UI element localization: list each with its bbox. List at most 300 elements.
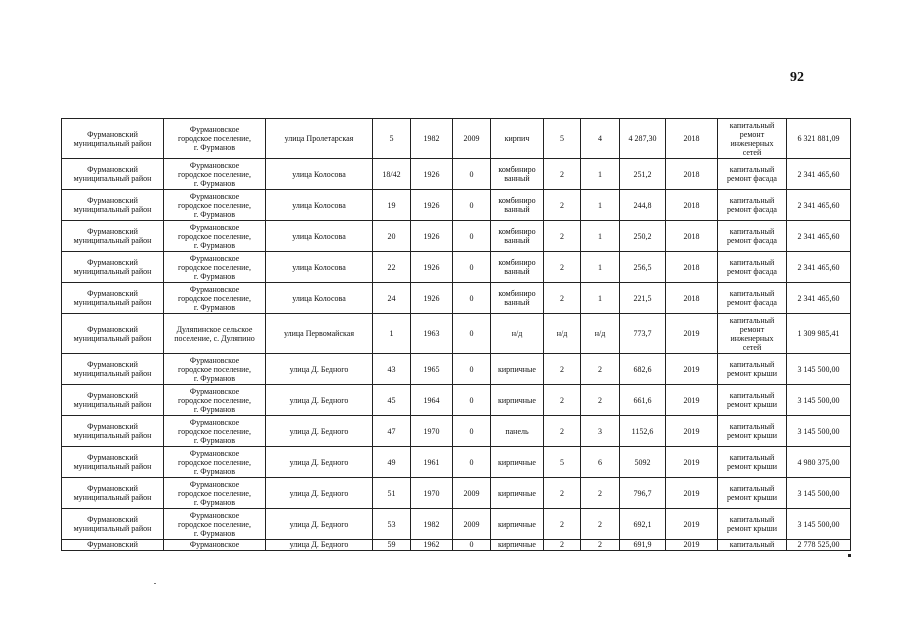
cell-line: г. Фурманов [193,240,236,250]
cell-year-built: 1926 [411,159,453,190]
cell-plan-year: 2019 [666,447,718,478]
cell-house-number: 43 [373,354,411,385]
cell-line: Фурмановское [189,540,240,549]
scan-mark [848,554,851,557]
cell-floors: 2 [544,190,581,221]
cell-year-last-repair: 0 [453,314,491,354]
cell-cost: 2 341 465,60 [787,221,851,252]
cell-line: муниципальный район [73,431,152,440]
cell-line: ванный [504,298,530,307]
cell-line: капитальный [729,360,775,369]
cell-floors: 2 [544,385,581,416]
cell-street: улица Пролетарская [266,119,373,159]
cell-year-last-repair: 0 [453,283,491,314]
cell-line: Фурмановский [87,196,138,205]
cell-line: капитальный [729,315,775,325]
cell-street: улица Колосова [266,283,373,314]
cell-floors: 5 [544,447,581,478]
cell-work-type [718,447,787,478]
table-row [62,447,851,478]
cell-floors: 2 [544,540,581,551]
cell-line: городское поселение, [178,364,251,374]
cell-year-last-repair: 0 [453,354,491,385]
cell-year-built: 1926 [411,221,453,252]
cell-wall-material [491,252,544,283]
cell-area: 796,7 [620,478,666,509]
table-row [62,385,851,416]
cell-cost: 1 309 985,41 [787,314,851,354]
cell-line: капитальный [729,484,775,493]
cell-line: городское поселение, [178,488,251,498]
cell-street: улица Д. Бедного [266,447,373,478]
cell-line: капитальный [729,453,775,462]
cell-entrances: 1 [581,190,620,221]
cell-area: 244,8 [620,190,666,221]
cell-line: Фурмановское [189,222,240,232]
cell-line: капитальный [729,289,775,298]
cell-year-last-repair: 0 [453,221,491,252]
cell-work-type [718,159,787,190]
cell-street: улица Д. Бедного [266,540,373,551]
cell-cost: 2 341 465,60 [787,252,851,283]
cell-line: ремонт фасада [727,205,777,214]
cell-line: Фурмановское [189,355,240,365]
cell-line: кирпич [504,134,530,143]
cell-line: муниципальный район [73,138,152,148]
cell-district [62,354,164,385]
cell-line: ванный [504,236,530,245]
cell-line: ремонт крыши [726,400,778,409]
cell-settlement [164,478,266,509]
cell-line: капитальный [729,391,775,400]
cell-entrances: 3 [581,416,620,447]
table-row [62,509,851,540]
cell-year-built: 1982 [411,119,453,159]
cell-area: 5092 [620,447,666,478]
cell-line: ванный [504,267,530,276]
cell-line: городское поселение, [178,395,251,405]
cell-line: ремонт [739,324,765,334]
cell-settlement [164,190,266,221]
cell-line: капитальный [729,227,775,236]
cell-line: поселение, с. Дуляпино [174,333,255,343]
cell-line: ремонт крыши [726,493,778,502]
cell-year-built: 1962 [411,540,453,551]
cell-line: Фурмановский [87,515,138,524]
cell-house-number: 22 [373,252,411,283]
cell-year-built: 1961 [411,447,453,478]
cell-year-built: 1970 [411,416,453,447]
cell-line: муниципальный район [73,369,152,378]
cell-line: городское поселение, [178,262,251,272]
page-number: 92 [790,70,804,85]
cell-year-last-repair: 0 [453,540,491,551]
cell-house-number: 18/42 [373,159,411,190]
cell-line: Фурмановский [87,227,138,236]
scan-mark [154,583,156,584]
cell-line: ремонт [739,129,765,139]
cell-year-built: 1965 [411,354,453,385]
cell-line: кирпичные [498,364,536,374]
cell-street: улица Д. Бедного [266,416,373,447]
cell-line: городское поселение, [178,134,251,143]
cell-district [62,509,164,540]
cell-entrances: 2 [581,540,620,551]
cell-line: Фурмановское [189,479,240,489]
cell-floors: 2 [544,416,581,447]
cell-line: г. Фурманов [193,497,236,507]
cell-line: муниципальный район [73,333,152,343]
cell-district [62,447,164,478]
cell-line: ремонт крыши [726,431,778,440]
cell-entrances: 4 [581,119,620,159]
cell-entrances: 6 [581,447,620,478]
cell-line: муниципальный район [73,298,152,307]
cell-area: 221,5 [620,283,666,314]
cell-year-last-repair: 2009 [453,509,491,540]
cell-area: 773,7 [620,314,666,354]
cell-area: 250,2 [620,221,666,252]
cell-house-number: 53 [373,509,411,540]
cell-line: г. Фурманов [193,271,236,281]
cell-entrances: 2 [581,478,620,509]
cell-cost: 2 778 525,00 [787,540,851,551]
cell-cost: 3 145 500,00 [787,509,851,540]
cell-year-built: 1963 [411,314,453,354]
table-row [62,252,851,283]
cell-year-last-repair: 0 [453,447,491,478]
cell-line: сетей [742,147,762,157]
cell-line: городское поселение, [178,293,251,303]
table-row [62,283,851,314]
cell-area: 691,9 [620,540,666,551]
table-row [62,416,851,447]
cell-year-built: 1982 [411,509,453,540]
cell-year-built: 1926 [411,283,453,314]
cell-settlement [164,540,266,551]
cell-street: улица Колосова [266,159,373,190]
cell-street: улица Колосова [266,252,373,283]
cell-wall-material [491,478,544,509]
cell-line: ремонт фасада [727,298,777,307]
cell-year-last-repair: 0 [453,385,491,416]
cell-line: ремонт фасада [727,267,777,276]
cell-wall-material [491,190,544,221]
cell-area: 251,2 [620,159,666,190]
cell-house-number: 20 [373,221,411,252]
table-row [62,221,851,252]
cell-line: капитальный [729,515,775,524]
cell-line: н/д [511,329,523,338]
cell-line: Фурмановский [87,324,138,334]
cell-plan-year: 2019 [666,478,718,509]
cell-house-number: 47 [373,416,411,447]
cell-line: ремонт крыши [726,462,778,471]
cell-entrances: 1 [581,221,620,252]
cell-street: улица Первомайская [266,314,373,354]
cell-line: Фурмановский [87,258,138,267]
cell-year-built: 1970 [411,478,453,509]
cell-year-last-repair: 2009 [453,119,491,159]
cell-plan-year: 2018 [666,119,718,159]
cell-settlement [164,447,266,478]
cell-work-type [718,540,787,551]
cell-plan-year: 2018 [666,283,718,314]
cell-line: комбиниро [498,258,536,267]
cell-line: муниципальный район [73,205,152,214]
cell-house-number: 59 [373,540,411,551]
cell-house-number: 19 [373,190,411,221]
cell-floors: 2 [544,221,581,252]
cell-line: ремонт фасада [727,174,777,183]
cell-floors: 2 [544,283,581,314]
cell-plan-year: 2019 [666,385,718,416]
cell-work-type [718,252,787,283]
cell-year-last-repair: 0 [453,252,491,283]
cell-cost: 2 341 465,60 [787,190,851,221]
cell-floors: 2 [544,252,581,283]
cell-line: капитальный [729,165,775,174]
cell-street: улица Д. Бедного [266,509,373,540]
cell-settlement [164,354,266,385]
table-row [62,314,851,354]
cell-street: улица Д. Бедного [266,478,373,509]
cell-line: кирпичные [498,457,536,467]
cell-district [62,159,164,190]
cell-house-number: 1 [373,314,411,354]
cell-floors: 2 [544,159,581,190]
cell-line: г. Фурманов [193,435,236,445]
cell-line: ванный [504,174,530,183]
cell-line: г. Фурманов [193,404,236,414]
cell-year-last-repair: 0 [453,190,491,221]
cell-line: ремонт фасада [727,236,777,245]
cell-wall-material [491,540,544,551]
cell-plan-year: 2018 [666,221,718,252]
cell-entrances: 2 [581,385,620,416]
cell-line: ремонт крыши [726,524,778,533]
cell-cost: 6 321 881,09 [787,119,851,159]
cell-line: Фурмановское [189,253,240,263]
cell-settlement [164,221,266,252]
cell-street: улица Колосова [266,221,373,252]
cell-line: Фурмановское [189,284,240,294]
cell-wall-material [491,119,544,159]
cell-plan-year: 2018 [666,190,718,221]
cell-line: г. Фурманов [193,143,236,152]
cell-district [62,190,164,221]
cell-line: г. Фурманов [193,209,236,219]
cell-line: капитальный [729,120,775,130]
cell-line: городское поселение, [178,200,251,210]
cell-line: кирпичные [498,519,536,529]
cell-plan-year: 2019 [666,354,718,385]
cell-area: 256,5 [620,252,666,283]
cell-district [62,314,164,354]
cell-wall-material [491,509,544,540]
cell-line: городское поселение, [178,169,251,179]
cell-line: Фурмановский [87,484,138,493]
cell-line: сетей [742,342,762,352]
cell-area: 1152,6 [620,416,666,447]
cell-district [62,385,164,416]
table-row [62,190,851,221]
cell-line: муниципальный район [73,462,152,471]
cell-floors: 5 [544,119,581,159]
cell-line: муниципальный район [73,236,152,245]
cell-work-type [718,314,787,354]
cell-wall-material [491,283,544,314]
cell-work-type [718,416,787,447]
cell-floors: 2 [544,354,581,385]
cell-cost: 3 145 500,00 [787,478,851,509]
cell-plan-year: 2018 [666,252,718,283]
cell-entrances: 1 [581,159,620,190]
cell-house-number: 49 [373,447,411,478]
cell-floors: 2 [544,509,581,540]
cell-settlement [164,283,266,314]
cell-entrances: 1 [581,252,620,283]
cell-settlement [164,159,266,190]
table-row [62,478,851,509]
cell-line: муниципальный район [73,493,152,502]
cell-district [62,119,164,159]
cell-line: инженерных [730,138,774,148]
cell-line: комбиниро [498,289,536,298]
cell-line: г. Фурманов [193,302,236,312]
cell-wall-material [491,221,544,252]
cell-line: капитальный [729,422,775,431]
cell-district [62,478,164,509]
cell-work-type [718,509,787,540]
cell-wall-material [491,385,544,416]
table-row [62,354,851,385]
cell-entrances: 2 [581,354,620,385]
cell-plan-year: 2019 [666,540,718,551]
cell-wall-material [491,354,544,385]
cell-year-built: 1926 [411,252,453,283]
cell-work-type [718,354,787,385]
cell-settlement [164,416,266,447]
cell-cost: 2 341 465,60 [787,159,851,190]
cell-cost: 4 980 375,00 [787,447,851,478]
cell-district [62,540,164,551]
cell-line: Фурмановское [189,510,240,520]
table-row [62,159,851,190]
cell-line: Фурмановское [189,191,240,201]
cell-line: капитальный [729,540,775,549]
cell-line: Фурмановский [87,391,138,400]
cell-line: Фурмановский [87,360,138,369]
cell-house-number: 24 [373,283,411,314]
cell-line: городское поселение, [178,519,251,529]
cell-area: 4 287,30 [620,119,666,159]
cell-line: муниципальный район [73,524,152,533]
cell-house-number: 51 [373,478,411,509]
cell-district [62,283,164,314]
cell-line: Фурмановский [87,289,138,298]
cell-cost: 3 145 500,00 [787,416,851,447]
cell-line: городское поселение, [178,231,251,241]
cell-line: муниципальный район [73,174,152,183]
cell-line: Фурмановское [189,160,240,170]
table-row [62,540,851,551]
cell-year-built: 1926 [411,190,453,221]
cell-plan-year: 2018 [666,159,718,190]
cell-settlement [164,385,266,416]
cell-work-type [718,190,787,221]
cell-line: комбиниро [498,196,536,205]
cell-street: улица Д. Бедного [266,385,373,416]
cell-line: г. Фурманов [193,178,236,188]
cell-district [62,416,164,447]
cell-line: Фурмановский [87,540,138,549]
cell-line: Фурмановское [189,386,240,396]
cell-plan-year: 2019 [666,314,718,354]
cell-line: г. Фурманов [193,466,236,476]
cell-line: капитальный [729,258,775,267]
cell-wall-material [491,314,544,354]
cell-work-type [718,478,787,509]
cell-year-last-repair: 0 [453,159,491,190]
cell-plan-year: 2019 [666,509,718,540]
cell-wall-material [491,416,544,447]
cell-settlement [164,119,266,159]
cell-line: кирпичные [498,488,536,498]
cell-area: 692,1 [620,509,666,540]
cell-year-built: 1964 [411,385,453,416]
cell-settlement [164,509,266,540]
cell-cost: 2 341 465,60 [787,283,851,314]
cell-line: г. Фурманов [193,528,236,538]
cell-wall-material [491,159,544,190]
cell-line: инженерных [730,333,774,343]
cell-district [62,252,164,283]
cell-area: 682,6 [620,354,666,385]
cell-house-number: 5 [373,119,411,159]
cell-line: комбиниро [498,165,536,174]
cell-year-last-repair: 2009 [453,478,491,509]
cell-area: 661,6 [620,385,666,416]
cell-plan-year: 2019 [666,416,718,447]
cell-line: Фурмановский [87,422,138,431]
cell-line: ремонт крыши [726,369,778,378]
cell-district [62,221,164,252]
cell-line: Фурмановский [87,129,138,139]
cell-line: ванный [504,205,530,214]
cell-line: кирпичные [498,540,536,549]
table-row [62,119,851,159]
cell-street: улица Д. Бедного [266,354,373,385]
cell-work-type [718,385,787,416]
cell-settlement [164,314,266,354]
cell-line: г. Фурманов [193,373,236,383]
cell-line: капитальный [729,196,775,205]
cell-work-type [718,119,787,159]
cell-line: муниципальный район [73,400,152,409]
cell-work-type [718,283,787,314]
cell-cost: 3 145 500,00 [787,385,851,416]
cell-cost: 3 145 500,00 [787,354,851,385]
cell-house-number: 45 [373,385,411,416]
cell-wall-material [491,447,544,478]
cell-line: панель [505,426,529,436]
cell-settlement [164,252,266,283]
cell-entrances: 2 [581,509,620,540]
cell-line: муниципальный район [73,267,152,276]
cell-line: Фурмановский [87,453,138,462]
cell-entrances: н/д [581,314,620,354]
